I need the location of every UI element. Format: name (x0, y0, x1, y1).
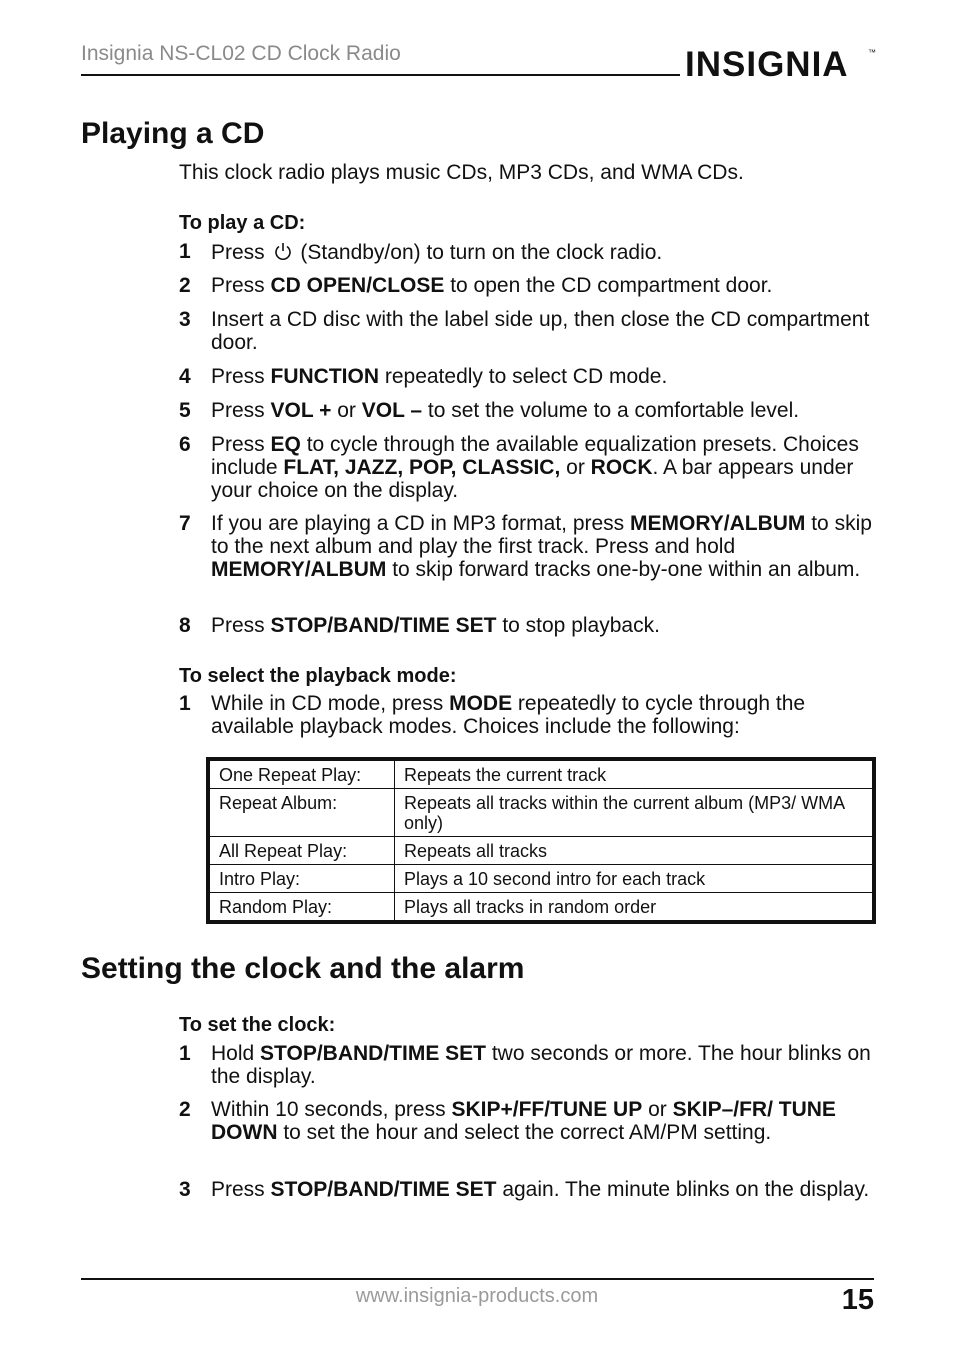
step-play-4: 4 Press FUNCTION repeatedly to select CD mode. (179, 365, 668, 388)
step-clock-2: 2 Within 10 seconds, press SKIP+/FF/TUNE UP or SKIP–/FR/ TUNE DOWN to set the hour and select the correct AM/PM setting. (179, 1098, 836, 1144)
step-play-5: 5 Press VOL + or VOL – to set the volume to a comfortable level. (179, 399, 800, 422)
mode-description: Plays all tracks in random order (395, 893, 875, 923)
step-play-3: 3 Insert a CD disc with the label side up, then close the CD compartment door. (179, 308, 870, 354)
mode-name: Intro Play: (208, 865, 395, 893)
logo-text: INSIGNIA (685, 45, 849, 84)
mode-description: Repeats the current track (395, 759, 875, 789)
trademark-symbol: ™ (868, 48, 876, 57)
step-clock-1: 1 Hold STOP/BAND/TIME SET two seconds or more. The hour blinks on the display. (179, 1042, 871, 1088)
insignia-logo (685, 38, 880, 90)
step-play-1: 1 Press (Standby/on) to turn on the clock radio. (179, 240, 663, 264)
mode-name: Random Play: (208, 893, 395, 923)
table-row (208, 759, 874, 789)
power-standby-icon (272, 240, 294, 262)
mode-name: One Repeat Play: (208, 759, 395, 789)
subhead-play-cd: To play a CD: (179, 212, 306, 234)
footer-rule (81, 1278, 874, 1280)
table-row (208, 865, 874, 893)
step-mode-1: 1 While in CD mode, press MODE repeatedly to cycle through the available playback modes. Choices include the following: (179, 692, 806, 738)
section-title-playing-cd: Playing a CD (81, 117, 265, 150)
document-header-title: Insignia NS-CL02 CD Clock Radio (81, 42, 401, 65)
page-number: 15 (841, 1284, 874, 1316)
step-clock-3: 3 Press STOP/BAND/TIME SET again. The minute blinks on the display. (179, 1178, 870, 1201)
table-row (208, 789, 874, 837)
footer-url: www.insignia-products.com (355, 1285, 599, 1307)
step-play-8: 8 Press STOP/BAND/TIME SET to stop playback. (179, 614, 660, 637)
section-intro: This clock radio plays music CDs, MP3 CDs, and WMA CDs. (179, 161, 744, 184)
subhead-set-clock: To set the clock: (179, 1014, 336, 1036)
header-rule (81, 74, 680, 76)
step-play-7: 7 If you are playing a CD in MP3 format, press MEMORY/ALBUM to skip to the next album and play the first track. Press and hold MEMORY/ALBUM to skip forward tracks one-by-one within an album. (179, 512, 872, 581)
playback-modes-table (206, 757, 876, 924)
mode-description: Repeats all tracks within the current album (MP3/ WMA only) (395, 789, 875, 837)
step-play-2: 2 Press CD OPEN/CLOSE to open the CD compartment door. (179, 274, 773, 297)
mode-name: Repeat Album: (208, 789, 395, 837)
mode-description: Plays a 10 second intro for each track (395, 865, 875, 893)
subhead-playback-mode: To select the playback mode: (179, 665, 457, 687)
table-row (208, 837, 874, 865)
mode-name: All Repeat Play: (208, 837, 395, 865)
step-play-6: 6 Press EQ to cycle through the available equalization presets. Choices include FLAT, JAZZ, POP, CLASSIC, or ROCK. A bar appears under your choice on the display. (179, 433, 859, 502)
section-title-clock-alarm: Setting the clock and the alarm (81, 952, 525, 985)
table-row (208, 893, 874, 923)
mode-description: Repeats all tracks (395, 837, 875, 865)
